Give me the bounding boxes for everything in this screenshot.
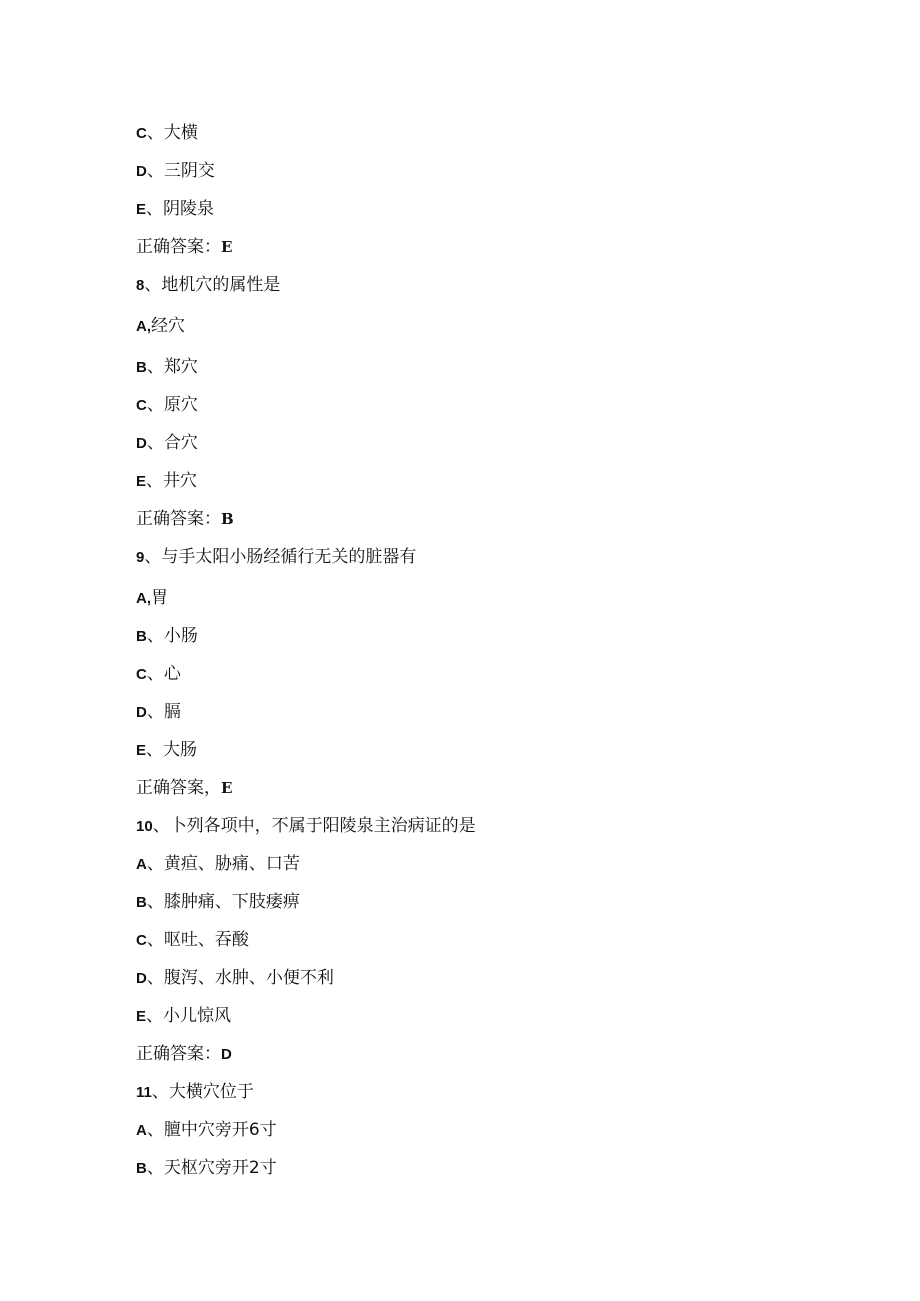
question-text: 大横穴位于 [168, 1082, 254, 1102]
question-text: 与手太阳小肠经循行无关的脏器有 [161, 547, 417, 567]
option-text: 小儿惊风 [163, 1006, 232, 1026]
question-separator: 、 [144, 275, 162, 295]
option-label: C [136, 125, 147, 142]
option-a [136, 315, 185, 338]
option-label: D [136, 970, 147, 987]
option-text: 膝肿痛、下肢痿痹 [163, 892, 300, 912]
option-separator: 、 [146, 471, 164, 491]
option-separator: 、 [146, 1158, 164, 1178]
option-text: 心 [163, 664, 181, 684]
question-separator: 、 [151, 1082, 169, 1102]
option-label: B [136, 894, 147, 911]
option-c [136, 394, 198, 417]
option-text: 大横 [163, 123, 198, 143]
option-label: B [136, 359, 147, 376]
question-number: 11 [136, 1084, 152, 1101]
option-label: D [136, 704, 147, 721]
option-separator: 、 [146, 626, 164, 646]
answer-value: E [221, 779, 233, 797]
option-separator: 、 [146, 357, 164, 377]
answer-value: D [221, 1046, 232, 1063]
option-separator: 、 [146, 892, 164, 912]
option-b [136, 356, 198, 379]
option-text: 胃 [151, 588, 169, 608]
answer-value: E [221, 238, 233, 256]
option-label: A [136, 590, 147, 607]
option-text: 郑穴 [163, 357, 198, 377]
option-separator: 、 [146, 930, 164, 950]
option-separator: 、 [146, 1120, 164, 1140]
option-label: E [136, 1008, 147, 1025]
answer-value: B [221, 510, 234, 528]
option-text: 阴陵泉 [163, 199, 215, 219]
option-text: 小肠 [163, 626, 198, 646]
question-8 [136, 274, 280, 297]
option-separator: 、 [146, 664, 164, 684]
option-d [136, 701, 181, 724]
option-separator: 、 [146, 702, 164, 722]
option-b [136, 625, 198, 648]
option-text: 三阴交 [163, 161, 215, 181]
question-number: 8 [136, 277, 145, 294]
option-c [136, 663, 181, 686]
option-e [136, 470, 197, 493]
option-text: 膈 [163, 702, 181, 722]
answer-prefix: 正确答案： [136, 1044, 221, 1064]
question-separator: 、 [144, 547, 162, 567]
answer-prefix: 正确答案： [136, 237, 221, 257]
option-separator: 、 [146, 740, 164, 760]
correct-answer [136, 777, 232, 799]
answer-prefix: 正确答案， [136, 778, 221, 798]
option-separator: 、 [146, 123, 164, 143]
option-text: 原穴 [163, 395, 198, 415]
option-label: E [136, 473, 147, 490]
question-11 [136, 1081, 254, 1104]
option-separator: 、 [146, 433, 164, 453]
option-a [136, 1119, 277, 1142]
correct-answer [136, 508, 234, 530]
question-text: 卜列各项中，不属于阳陵泉主治病证的是 [169, 816, 476, 836]
question-10 [136, 815, 476, 838]
option-label: A [136, 856, 147, 873]
option-separator: 、 [146, 199, 164, 219]
option-label: E [136, 742, 147, 759]
option-text: 天枢穴旁开2寸 [163, 1158, 277, 1178]
option-a [136, 853, 300, 876]
option-c [136, 122, 198, 145]
option-label: A [136, 318, 147, 335]
option-label: C [136, 666, 147, 683]
option-text: 经穴 [151, 316, 186, 336]
question-text: 地机穴的属性是 [161, 275, 281, 295]
option-e [136, 198, 214, 221]
option-label: D [136, 163, 147, 180]
option-text: 合穴 [163, 433, 198, 453]
option-label: C [136, 397, 147, 414]
answer-prefix: 正确答案： [136, 509, 221, 529]
option-d [136, 432, 198, 455]
option-separator: , [146, 318, 152, 335]
option-label: C [136, 932, 147, 949]
option-separator: , [146, 590, 152, 607]
option-label: D [136, 435, 147, 452]
option-b [136, 891, 300, 914]
option-d [136, 160, 215, 183]
option-text: 呕吐、吞酸 [163, 930, 249, 950]
option-d [136, 967, 334, 990]
option-separator: 、 [146, 1006, 164, 1026]
option-b [136, 1157, 277, 1180]
option-label: A [136, 1122, 147, 1139]
option-e [136, 739, 197, 762]
option-text: 黄疸、胁痛、口苦 [163, 854, 300, 874]
question-9 [136, 546, 416, 569]
option-label: B [136, 1160, 147, 1177]
option-separator: 、 [146, 161, 164, 181]
option-c [136, 929, 249, 952]
question-separator: 、 [152, 816, 170, 836]
option-e [136, 1005, 231, 1028]
option-separator: 、 [146, 395, 164, 415]
option-text: 井穴 [163, 471, 198, 491]
question-number: 9 [136, 549, 145, 566]
question-number: 10 [136, 818, 153, 835]
option-label: E [136, 201, 147, 218]
option-text: 大肠 [163, 740, 198, 760]
option-separator: 、 [146, 854, 164, 874]
correct-answer [136, 236, 232, 258]
option-a [136, 587, 168, 610]
option-separator: 、 [146, 968, 164, 988]
option-label: B [136, 628, 147, 645]
option-text: 腹泻、水肿、小便不利 [163, 968, 334, 988]
correct-answer [136, 1043, 232, 1066]
option-text: 膻中穴旁开6寸 [163, 1120, 277, 1140]
